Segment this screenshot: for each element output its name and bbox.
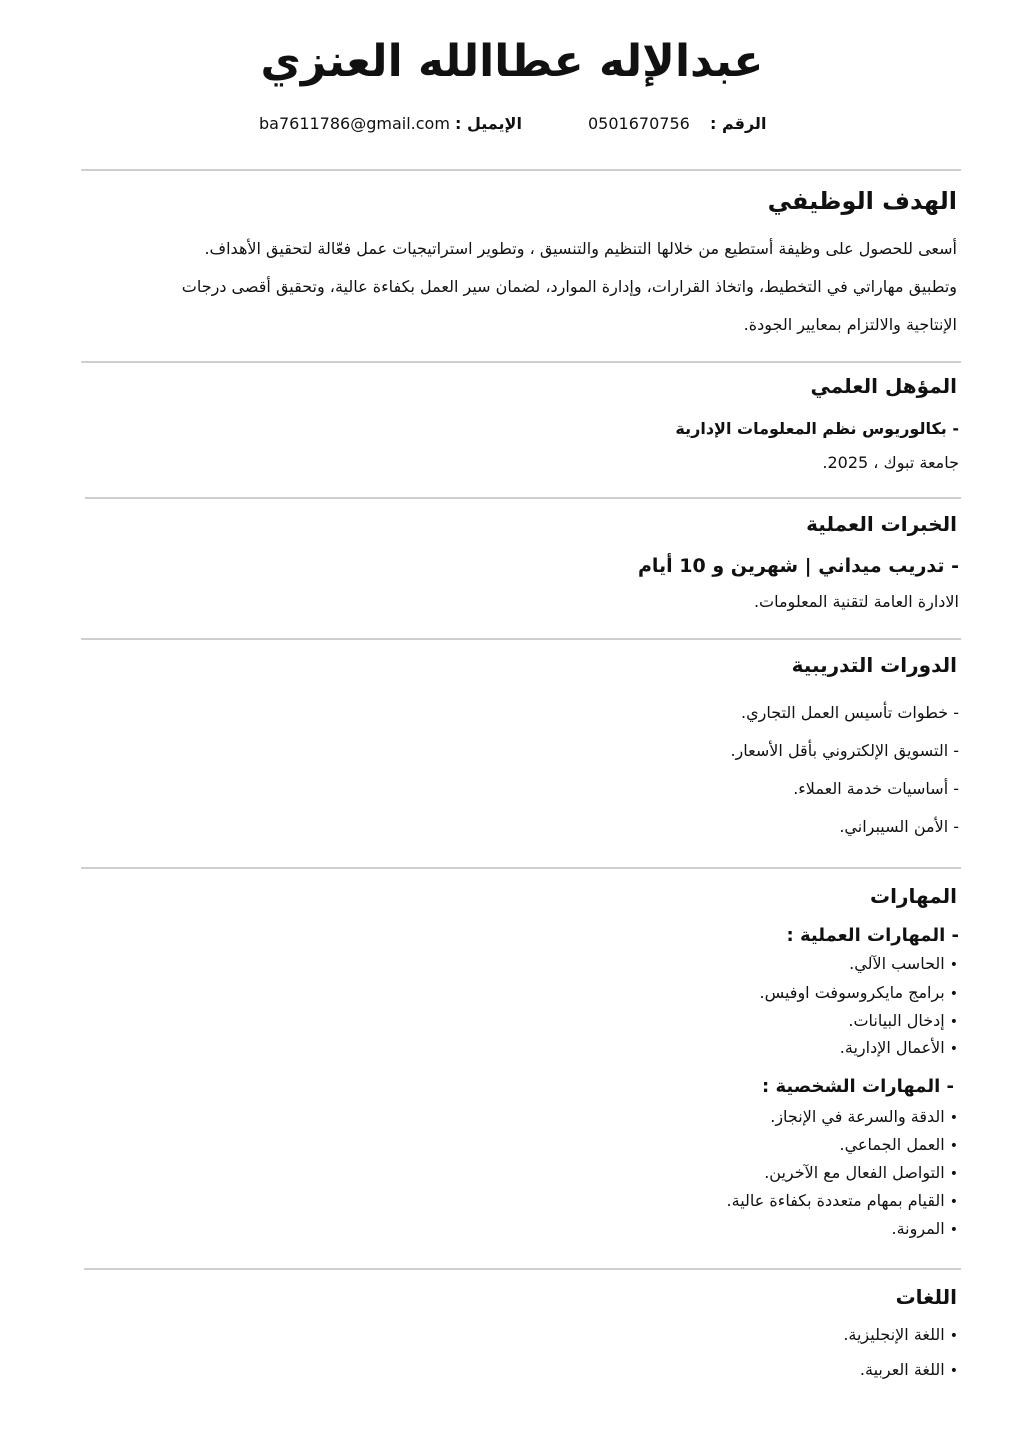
skill-item	[840, 1035, 958, 1062]
courses-title: الدورات التدريبية	[791, 653, 957, 677]
skill-text: الدقة والسرعة في الإنجاز.	[770, 1107, 945, 1126]
degree: - بكالوريوس نظم المعلومات الإدارية	[675, 419, 959, 438]
divider	[81, 169, 961, 171]
language-text: اللغة الإنجليزية.	[843, 1325, 945, 1344]
skill-text: القيام بمهام متعددة بكفاءة عالية.	[726, 1191, 945, 1210]
bullet-icon: •	[949, 1363, 958, 1379]
email-row	[259, 110, 522, 138]
course-item: - التسويق الإلكتروني بأقل الأسعار.	[730, 741, 959, 760]
skill-text: العمل الجماعي.	[839, 1135, 945, 1154]
bullet-icon: •	[949, 1328, 958, 1344]
skill-item	[770, 1104, 958, 1131]
skill-item	[840, 1132, 959, 1159]
bullet-icon: •	[949, 1041, 958, 1057]
language-item	[843, 1322, 958, 1349]
objective-title: الهدف الوظيفي	[767, 187, 957, 215]
divider	[85, 497, 961, 499]
divider	[81, 361, 961, 363]
skill-item	[764, 1160, 958, 1187]
course-item: - الأمن السيبراني.	[839, 817, 959, 836]
skill-item	[727, 1188, 958, 1215]
email-label: الإيميل :	[455, 114, 522, 133]
university: جامعة تبوك ، 2025.	[822, 453, 959, 472]
experience-role: - تدريب ميداني | شهرين و 10 أيام	[637, 555, 959, 577]
skills-title: المهارات	[870, 884, 957, 908]
skill-text: برامج مايكروسوفت اوفيس.	[759, 983, 945, 1002]
objective-line: الإنتاجية والالتزام بمعايير الجودة.	[743, 315, 957, 334]
skill-text: المرونة.	[891, 1219, 945, 1238]
phone-label: الرقم :	[709, 114, 767, 133]
personal-skills-title: - المهارات الشخصية :	[762, 1076, 954, 1097]
course-item: - خطوات تأسيس العمل التجاري.	[741, 703, 959, 722]
experience-title: الخبرات العملية	[806, 512, 957, 536]
course-item: - أساسيات خدمة العملاء.	[793, 779, 959, 798]
bullet-icon: •	[949, 1138, 958, 1154]
divider	[81, 638, 961, 640]
language-item	[860, 1357, 958, 1384]
skill-item	[891, 1216, 958, 1243]
languages-title: اللغات	[895, 1285, 957, 1309]
skill-text: إدخال البيانات.	[848, 1011, 945, 1030]
phone-row	[588, 110, 766, 138]
bullet-icon: •	[949, 1222, 958, 1238]
objective-line: وتطبيق مهاراتي في التخطيط، واتخاذ القرارات، وإدارة الموارد، لضمان سير العمل بكفاءة عالية، وتحقيق أقصى درجات	[181, 277, 957, 296]
bullet-icon: •	[949, 1014, 958, 1030]
objective-text	[67, 230, 957, 344]
bullet-icon: •	[949, 986, 958, 1002]
email-value: ba7611786@gmail.com	[259, 114, 450, 133]
objective-line: أسعى للحصول على وظيفة أستطيع من خلالها التنظيم والتنسيق ، وتطوير استراتيجيات عمل فعّالة لتحقيق الأهداف.	[204, 239, 957, 258]
skill-text: التواصل الفعال مع الآخرين.	[764, 1163, 945, 1182]
bullet-icon: •	[949, 1110, 958, 1126]
bullet-icon: •	[949, 957, 958, 973]
skill-item	[849, 951, 958, 978]
practical-skills-title: - المهارات العملية :	[786, 925, 959, 946]
skill-item	[848, 1008, 958, 1035]
divider	[81, 867, 961, 869]
divider	[84, 1268, 961, 1270]
skill-text: الأعمال الإدارية.	[839, 1038, 945, 1057]
education-title: المؤهل العلمي	[810, 374, 957, 398]
candidate-name: عبدالإله عطاالله العنزي	[260, 36, 764, 87]
bullet-icon: •	[949, 1194, 958, 1210]
experience-org: الادارة العامة لتقنية المعلومات.	[753, 592, 959, 611]
language-text: اللغة العربية.	[859, 1360, 945, 1379]
phone-value: 0501670756	[588, 114, 690, 133]
skill-item	[759, 980, 958, 1007]
bullet-icon: •	[949, 1166, 958, 1182]
skill-text: الحاسب الآلي.	[849, 954, 945, 973]
